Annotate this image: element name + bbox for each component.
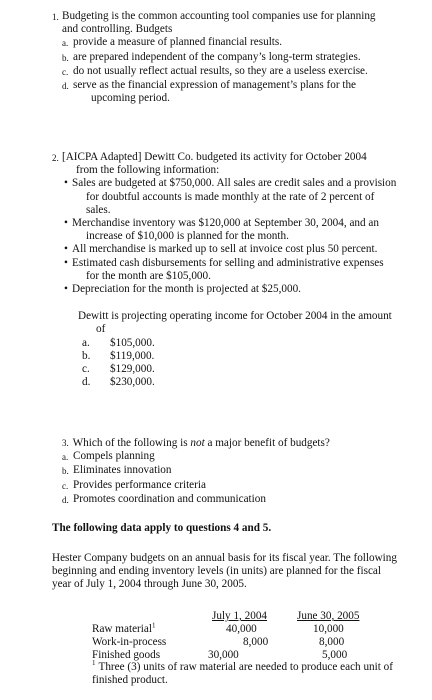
option-letter: c. <box>62 66 69 77</box>
begin-value: 8,000 <box>243 636 269 648</box>
data-heading: The following data apply to questions 4 and 5. <box>52 522 272 534</box>
table-row <box>92 649 412 661</box>
row-label: Work-in-process <box>92 636 167 648</box>
question-2-number: 2. <box>52 153 59 163</box>
bullet-text: All merchandise is marked up to sell at invoice cost plus 50 percent. <box>72 243 378 256</box>
option-text: do not usually reflect actual results, so they are a useless exercise. <box>73 64 368 77</box>
footnote-text: Three (3) units of raw material are needed to produce each unit of finished product. <box>92 661 393 687</box>
question-3-number: 3. <box>62 438 69 448</box>
option-text: provide a measure of planned financial results. <box>73 36 283 49</box>
table-header <box>92 610 412 622</box>
option-text: Compels planning <box>73 450 155 463</box>
option-letter: a. <box>82 336 90 349</box>
option-text: $105,000. <box>110 336 155 349</box>
question-3-stem-before: Which of the following is <box>72 437 191 449</box>
option-letter: d. <box>62 494 69 505</box>
row-label <box>92 623 155 636</box>
question-1-number: 1. <box>52 12 59 22</box>
end-value: 10,000 <box>313 623 344 635</box>
bullet-text: Estimated cash disbursements for selling and administrative expenses for the month are $105,000. <box>72 256 384 282</box>
begin-value: 40,000 <box>226 623 257 635</box>
option-letter: c. <box>82 363 90 376</box>
bullet-text: Sales are budgeted at $750,000. All sales are credit sales and a provision for doubtful accounts is made monthly at the rate of 2 percent of sales. <box>72 177 397 216</box>
option-text: Provides performance criteria <box>73 478 206 491</box>
column-header-begin: July 1, 2004 <box>212 610 268 622</box>
bullet-icon: • <box>64 256 68 269</box>
option-text: $129,000. <box>110 363 155 376</box>
hester-paragraph: Hester Company budgets on an annual basis for its fiscal year. The following beginning and ending inventory levels (in units) are planned for the fiscal year of July 1, 2004 through June 30, 2005. <box>52 552 397 591</box>
option-text: $119,000. <box>110 349 155 362</box>
option-text: serve as the financial expression of management’s plans for the upcoming period. <box>73 79 357 105</box>
bullet-text: Depreciation for the month is projected at $25,000. <box>72 283 301 296</box>
option-text: $230,000. <box>110 376 155 389</box>
option-letter: d. <box>82 376 91 389</box>
footnote-marker: 1 <box>92 659 96 668</box>
option-letter: a. <box>62 452 69 463</box>
bullet-icon: • <box>64 177 68 190</box>
end-value: 8,000 <box>319 636 345 648</box>
option-text: are prepared independent of the company’s long-term strategies. <box>73 50 361 63</box>
footnote-marker: 1 <box>151 621 156 630</box>
question-3-stem-emphasis: not <box>190 437 205 449</box>
bullet-icon: • <box>64 243 68 256</box>
end-value: 5,000 <box>322 649 348 661</box>
column-header-end: June 30, 2005 <box>297 610 360 622</box>
bullet-icon: • <box>64 283 68 296</box>
question-2-stem: [AICPA Adapted] Dewitt Co. budgeted its activity for October 2004 from the following information: <box>62 151 367 177</box>
table-row <box>92 636 412 648</box>
option-letter: c. <box>62 480 69 491</box>
begin-value: 30,000 <box>208 649 239 661</box>
question-1-stem: Budgeting is the common accounting tool companies use for planning and controlling. Budgets <box>62 10 376 36</box>
option-text: Eliminates innovation <box>73 464 172 477</box>
option-text: Promotes coordination and communication <box>73 492 266 505</box>
option-letter: a. <box>62 38 69 49</box>
table-footnote <box>92 661 402 687</box>
bullet-text: Merchandise inventory was $120,000 at September 30, 2004, and an increase of $10,000 is planned for the month. <box>72 217 379 243</box>
bullet-icon: • <box>64 217 68 230</box>
option-letter: b. <box>82 349 91 362</box>
option-letter: b. <box>62 466 69 477</box>
question-2-prompt-text: Dewitt is projecting operating income for October 2004 in the amount of <box>78 310 392 336</box>
option-letter: b. <box>62 52 69 63</box>
option-letter: d. <box>62 81 69 92</box>
row-label: Finished goods <box>92 649 161 661</box>
row-label-text: Raw material <box>92 623 152 635</box>
table-row <box>92 623 412 635</box>
question-3-stem-after: a major benefit of budgets? <box>204 437 330 449</box>
